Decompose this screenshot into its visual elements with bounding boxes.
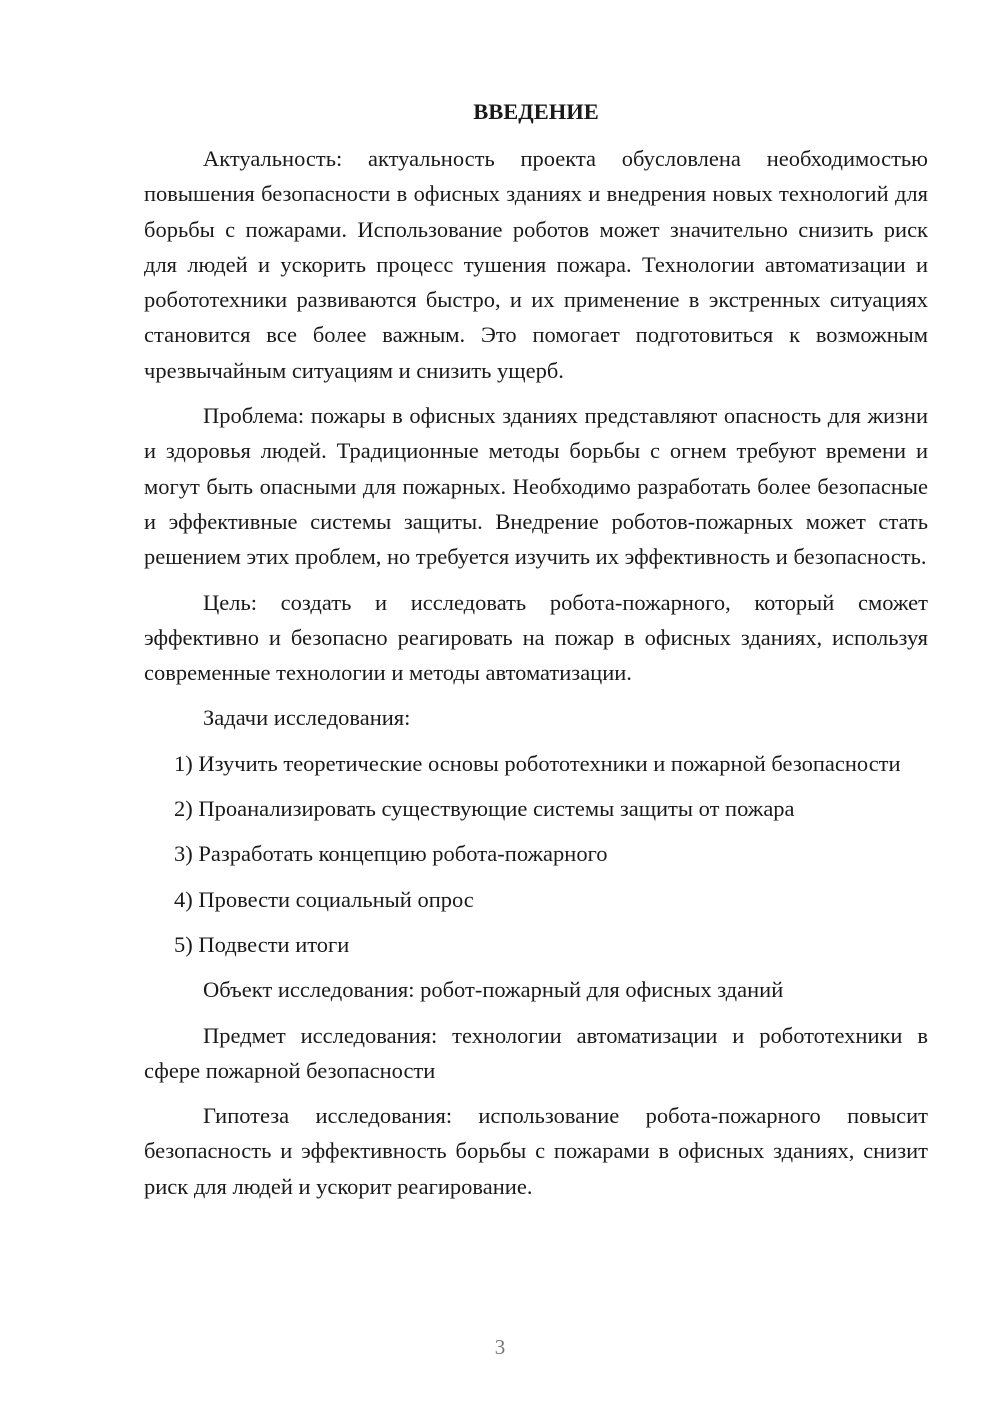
list-item: 4) Провести социальный опрос xyxy=(174,886,474,912)
page-number: 3 xyxy=(494,1335,506,1359)
list-item: 3) Разработать концепцию робота-пожарного xyxy=(174,841,608,867)
list-item: 2) Проанализировать существующие системы защиты от пожара xyxy=(174,796,795,822)
tasks-list xyxy=(144,746,928,962)
list-item: 1) Изучить теоретические основы робототехники и пожарной безопасности xyxy=(174,750,901,776)
list-item: 5) Подвести итоги xyxy=(174,931,350,957)
tasks-heading: Задачи исследования: xyxy=(203,705,411,731)
page-title: ВВЕДЕНИЕ xyxy=(473,99,599,124)
paragraph-subject: Предмет исследования: технологии автоматизации и робототехники в сфере пожарной безопасности xyxy=(144,1022,928,1083)
paragraph-object: Объект исследования: робот-пожарный для офисных зданий xyxy=(203,977,784,1003)
paragraph-goal: Цель: создать и исследовать робота-пожарного, который сможет эффективно и безопасно реагировать на пожар в офисных зданиях, используя современные технологии и методы автоматизации. xyxy=(144,589,928,686)
paragraph-problem: Проблема: пожары в офисных зданиях представляют опасность для жизни и здоровья людей. Традиционные методы борьбы с огнем требуют времени и могут быть опасными для пожарных. Необходимо разработать более безопасные и эффективные системы защиты. Внедрение роботов-пожарных может стать решением этих проблем, но требуется изучить их эффективность и безопасность. xyxy=(144,403,928,570)
document-body xyxy=(144,94,928,1214)
paragraph-relevance: Актуальность: актуальность проекта обусловлена необходимостью повышения безопасности в офисных зданиях и внедрения новых технологий для борьбы с пожарами. Использование роботов может значительно снизить риск для людей и ускорить процесс тушения пожара. Технологии автоматизации и робототехники развиваются быстро, и их применение в экстренных ситуациях становится все более важным. Это помогает подготовиться к возможным чрезвычайным ситуациям и снизить ущерб. xyxy=(144,146,928,383)
paragraph-hypothesis: Гипотеза исследования: использование робота-пожарного повысит безопасность и эффективность борьбы с пожарами в офисных зданиях, снизит риск для людей и ускорит реагирование. xyxy=(144,1103,928,1199)
